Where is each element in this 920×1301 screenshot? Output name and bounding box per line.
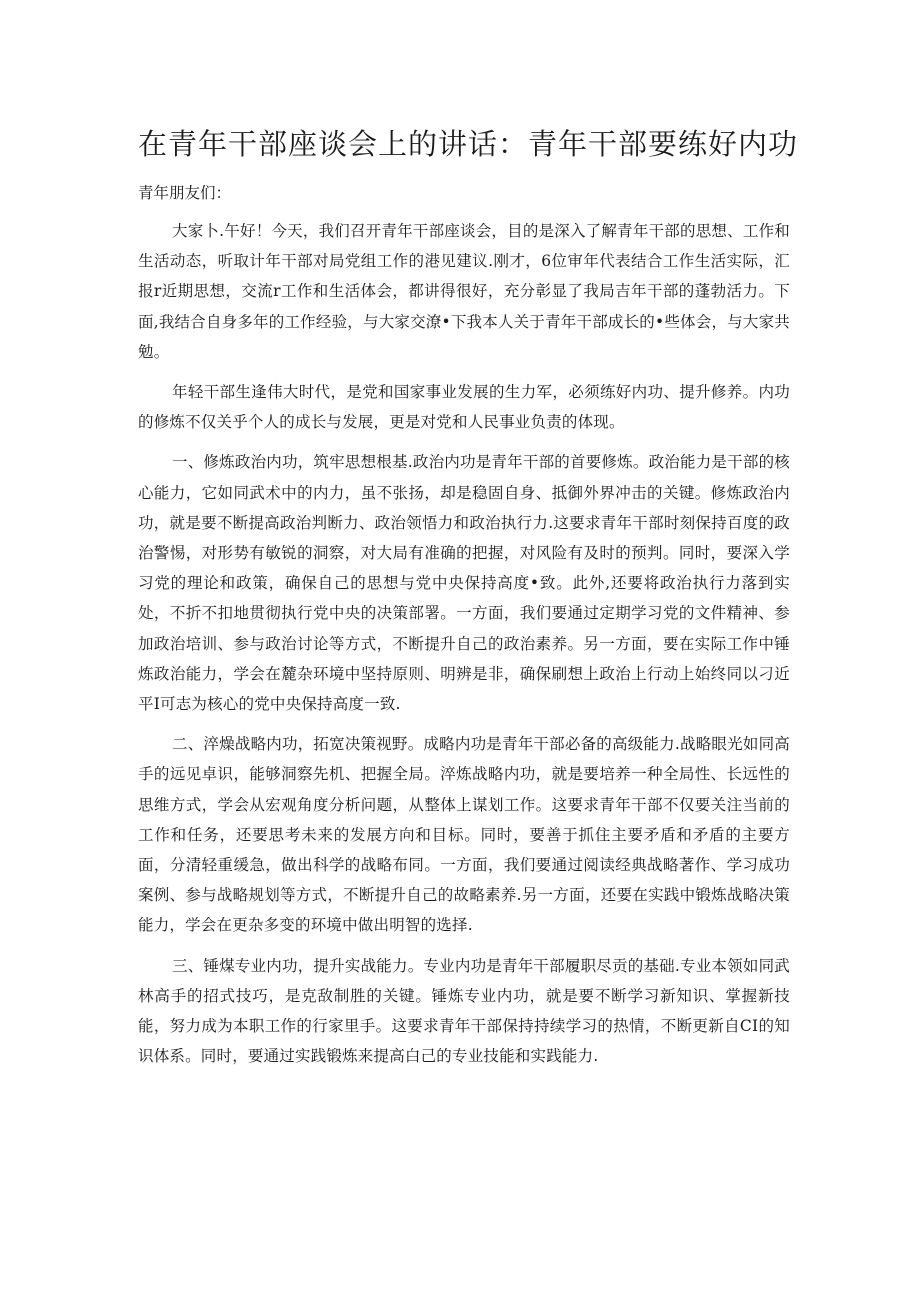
- document-page: [138, 118, 799, 1081]
- paragraph-professional-skill: 三、锤煤专业内功，提升实战能力。专业内功是青年干部履职尽贡的基础.专业本领如同武林高手的招式技巧，是克敌制胜的关键。锤炼专业内功，就是要不断学习新知识、掌握新技能，努力成为本职工作的行家里手。这要求青年干部保持持续学习的热情，不断更新自CI的知识体系。同时，要通过实践锻炼来提高白己的专业技能和实践能力.: [138, 956, 790, 1066]
- paragraph-opening: 大家卜.午好！今天，我们召开青年干部座谈会，目的是深入了解青年干部的思想、工作和生活动态，听取计年干部对局党组工作的港见建议.刚才，6位审年代表结合工作生活实际，汇报r近期思想，交流r工作和生活体会，都讲得很好，充分彰显了我局吉年干部的蓬勃活力。下面,我结合自身多年的工作经验，与大家交潦•下我本人关于青年干部成长的•些体会，与大家共勉。: [138, 222, 790, 361]
- paragraph-political-skill: 一、修炼政治内功，筑牢思想根基.政治内功是青年干部的首要修炼。政治能力是干部的核心能力，它如同武术中的内力，虽不张扬，却是稳固自身、抵御外界冲击的关键。修炼政治内功，就是要不断提高政治判断力、政治领悟力和政治执行力.这要求青年干部时刻保持百度的政治警惕，对形势有敏锐的洞察，对大局有准确的把握，对风险有及时的预判。同时，要深入学习党的理论和政策，确保自己的思想与党中央保持高度•致。此外,还要将政治执行力落到实处，不折不扣地贯彻执行党中央的决策部署。一方面，我们要通过定期学习党的文件精神、参加政治培训、参与政治讨论等方式，不断提升自己的政治素养。另一方面，要在实际工作中锤炼政治能力，学会在麓杂环境中坚持原则、明辨是非，确保刷想上政治上行动上始终同以刁近平I可志为核心的党中央保持高度一致.: [138, 453, 790, 714]
- salutation: 青年朋友们：: [138, 184, 232, 202]
- paragraph-intro: 年轻干部生逢伟大时代，是党和国家事业发展的生力军，必须练好内功、提升修养。内功的修炼不仅关乎个人的成长与发展，更是对党和人民事业负责的体现。: [138, 383, 790, 432]
- paragraph-strategic-skill: 二、淬燥战略内功，拓宽决策视野。成略内功是青年干部必备的高级能力.战略眼光如同高手的远见卓识，能够洞察先机、把握全局。淬炼战略内功，就是要培养一种全局性、长远性的思维方式，学会从宏观角度分析问题，从整体上谋划工作。这要求青年干部不仅要关注当前的工作和任务，还要思考未来的发展方向和目标。同时，要善于抓住主要矛盾和矛盾的主要方面，分清轻重缓急，做出科学的战略布同。一方面，我们要通过阅读经典战略著作、学习成功案例、参与战略规划等方式，不断提升自己的故略素养.另一方面，还要在实践中锻炼战略决策能力，学会在更杂多变的环境中做出明智的选择.: [138, 735, 790, 935]
- document-title: 在青年干部座谈会上的讲话：青年干部要练好内功: [138, 127, 799, 161]
